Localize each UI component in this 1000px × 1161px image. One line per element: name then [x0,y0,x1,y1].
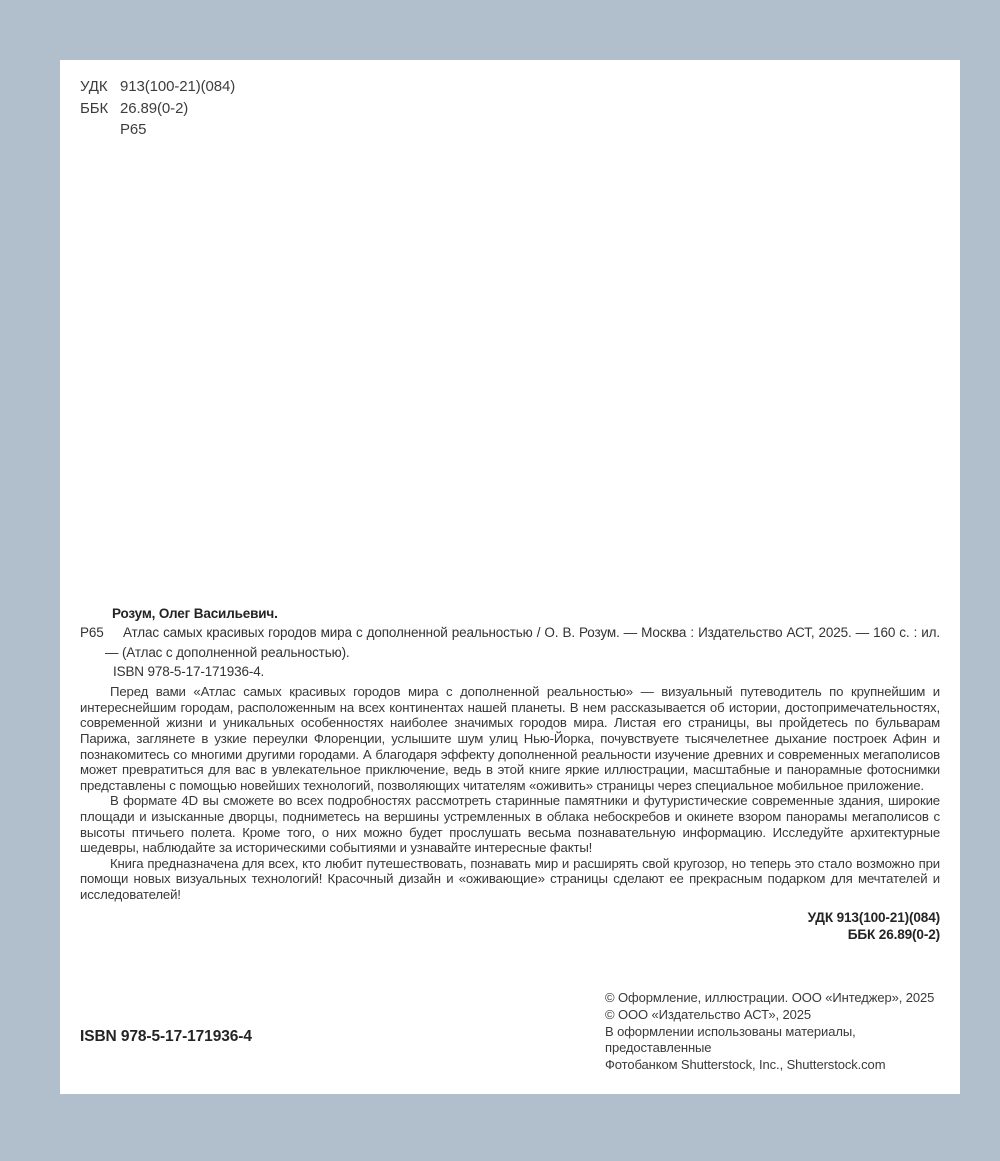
bibliographic-record [80,604,940,681]
udk-value: 913(100-21)(084) [120,78,236,95]
author-sign-row [80,119,235,141]
author-sign: Р65 [120,121,147,138]
book-imprint-page [60,60,960,1094]
annotation-paragraph-2: В формате 4D вы сможете во всех подробностях рассмотреть старинные памятники и футуристические современные здания, широкие площади и изысканные дворцы, подниметесь на вершины устремленных в облака небоскребов и окинете взором панорамы мегаполисов с высоты птичьего полета. Кроме того, о них можно будет прослушать весьма познавательную информацию. Исследуйте архитектурные шедевры, наблюдайте за историческими событиями и узнавайте интересные факты! [80,793,940,856]
bib-isbn: ISBN 978-5-17-171936-4. [113,663,265,679]
isbn-bottom: ISBN 978-5-17-171936-4 [80,1028,252,1045]
bbk-label: ББК [80,99,109,117]
copyright-line-materials: В оформлении использованы материалы, предоставленные [605,1023,856,1056]
classification-codes-top [80,76,235,141]
copyright-block [605,990,950,1074]
copyright-line-publisher: © ООО «Издательство АСТ», 2025 [605,1006,812,1022]
copyright-line-design: © Оформление, иллюстрации. ООО «Интеджер», 2025 [605,990,935,1005]
author-sign-spacer [80,119,120,141]
bbk-value: 26.89(0-2) [120,99,189,117]
bbk-row [80,98,235,120]
annotation-paragraph-1: Перед вами «Атлас самых красивых городов мира с дополненной реальностью» — визуальный путеводитель по крупнейшим и интереснейшим городам, расположенным на всех континентах нашей планеты. В нем рассказывается об истории, достопримечательностях, современной жизни и уникальных особенностях наиболее значимых городов мира. Листая его страницы, вы пройдетесь по бульварам Парижа, заглянете в узкие переулки Флоренции, услышите шум улиц Нью-Йорка, почувствуете тысячелетнее дыхание построек Афин и познакомитесь со многими другими городами. А благодаря эффекту дополненной реальности изучение древних и современных мегаполисов может превратиться для вас в увлекательное приключение, ведь в этой книге яркие иллюстрации, масштабные и панорамные фотоснимки представлены с помощью новейших технологий, позволяющих читателям «оживить» страницы через специальное мобильное приложение. [80,684,940,793]
annotation-text [80,684,940,902]
bib-description: Атлас самых красивых городов мира с дополненной реальностью / О. В. Розум. — Москва : Издательство АСТ, 2025. — 160 с. : ил. — (Атлас с дополненной реальностью). [105,625,940,660]
copyright-line-shutterstock: Фотобанком Shutterstock, Inc., Shutterstock.com [605,1057,886,1073]
udk-label: УДК [80,78,108,95]
bib-margin-code: Р65 [80,625,104,641]
udk-row [80,76,235,98]
bib-author-heading: Розум, Олег Васильевич. [112,606,278,621]
classification-codes-bottom [80,909,940,943]
main-text-block [80,604,940,943]
bbk-bottom: ББК 26.89(0-2) [847,926,940,942]
udk-bottom: УДК 913(100-21)(084) [807,909,940,925]
annotation-paragraph-3: Книга предназначена для всех, кто любит путешествовать, познавать мир и расширять свой кругозор, но теперь это стало возможно при помощи новых визуальных технологий! Красочный дизайн и «оживающие» страницы сделают ее прекрасным подарком для мечтателей и исследователей! [80,855,940,902]
